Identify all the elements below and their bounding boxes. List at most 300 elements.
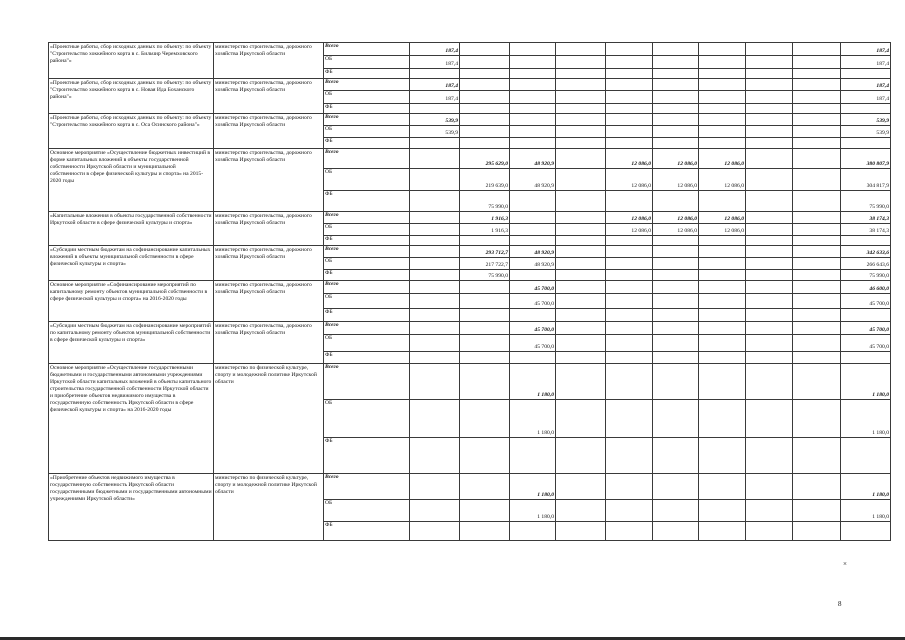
amount-cell xyxy=(556,522,606,541)
amount-cell xyxy=(410,352,460,364)
amount-cell xyxy=(510,438,556,474)
amount-cell xyxy=(699,352,746,364)
amount-cell xyxy=(510,79,556,91)
table-row xyxy=(49,474,891,500)
amount-cell xyxy=(793,294,841,309)
amount-cell xyxy=(653,270,699,281)
amount-cell xyxy=(410,191,460,212)
amount-cell xyxy=(606,335,653,352)
amount-cell: 75 990,0 xyxy=(460,191,510,212)
amount-cell xyxy=(606,43,653,56)
amount-cell xyxy=(556,352,606,364)
amount-cell xyxy=(653,104,699,114)
amount-cell xyxy=(460,335,510,352)
amount-cell xyxy=(793,126,841,138)
amount-cell xyxy=(606,114,653,126)
funding-source-cell: ФБ xyxy=(324,191,410,212)
table-row xyxy=(49,43,891,56)
amount-cell: 1 180,0 xyxy=(510,474,556,500)
table-row xyxy=(49,322,891,335)
amount-cell: 12 086,0 xyxy=(699,149,746,169)
amount-cell: 75 990,0 xyxy=(841,191,891,212)
amount-cell xyxy=(746,400,793,438)
amount-cell: 45 700,0 xyxy=(510,322,556,335)
amount-cell: 1 916,3 xyxy=(460,224,510,236)
amount-cell xyxy=(653,246,699,258)
amount-cell xyxy=(460,500,510,522)
amount-cell: 219 639,0 xyxy=(460,169,510,191)
amount-cell xyxy=(606,270,653,281)
amount-cell xyxy=(746,114,793,126)
amount-cell xyxy=(699,79,746,91)
amount-cell xyxy=(841,104,891,114)
amount-cell: 45 700,0 xyxy=(841,294,891,309)
amount-cell xyxy=(510,138,556,149)
amount-cell: 187,4 xyxy=(841,56,891,69)
amount-cell xyxy=(653,43,699,56)
amount-cell xyxy=(410,138,460,149)
amount-cell xyxy=(793,149,841,169)
amount-cell: 12 086,0 xyxy=(653,224,699,236)
amount-cell: 12 086,0 xyxy=(606,169,653,191)
amount-cell xyxy=(841,138,891,149)
amount-cell xyxy=(746,270,793,281)
amount-cell xyxy=(746,281,793,294)
amount-cell xyxy=(510,104,556,114)
amount-cell xyxy=(746,352,793,364)
amount-cell: 12 086,0 xyxy=(699,212,746,224)
amount-cell xyxy=(410,309,460,322)
amount-cell xyxy=(793,169,841,191)
amount-cell xyxy=(556,149,606,169)
amount-cell xyxy=(556,56,606,69)
amount-cell xyxy=(606,294,653,309)
amount-cell xyxy=(556,191,606,212)
amount-cell xyxy=(841,522,891,541)
amount-cell xyxy=(410,294,460,309)
amount-cell: 1 180,0 xyxy=(841,400,891,438)
amount-cell xyxy=(653,258,699,270)
executor-cell: министерство по физической культуре, спорту и молодежной политике Иркутской области xyxy=(214,474,324,541)
amount-cell xyxy=(460,104,510,114)
amount-cell xyxy=(746,69,793,79)
amount-cell xyxy=(746,191,793,212)
amount-cell xyxy=(653,335,699,352)
amount-cell: 187,4 xyxy=(410,56,460,69)
amount-cell xyxy=(746,322,793,335)
budget-table-body xyxy=(49,43,891,541)
amount-cell xyxy=(699,400,746,438)
amount-cell: 12 086,0 xyxy=(653,169,699,191)
measure-name-cell: «Проектные работы, сбор исходных данных по объекту: по объекту "Строительство хоккейного корта в с. Новая Ида Боханского района"» xyxy=(49,79,214,114)
amount-cell xyxy=(699,322,746,335)
amount-cell xyxy=(746,169,793,191)
funding-source-cell: Всего xyxy=(324,79,410,91)
amount-cell xyxy=(510,56,556,69)
funding-source-cell: Всего xyxy=(324,281,410,294)
amount-cell xyxy=(460,352,510,364)
amount-cell: 1 180,0 xyxy=(510,400,556,438)
amount-cell xyxy=(841,236,891,246)
amount-cell xyxy=(699,258,746,270)
amount-cell xyxy=(460,114,510,126)
amount-cell xyxy=(653,138,699,149)
amount-cell xyxy=(556,212,606,224)
amount-cell xyxy=(699,91,746,104)
amount-cell: 304 817,9 xyxy=(841,169,891,191)
amount-cell: 12 086,0 xyxy=(653,212,699,224)
amount-cell xyxy=(556,335,606,352)
amount-cell xyxy=(746,224,793,236)
amount-cell xyxy=(606,522,653,541)
funding-source-cell: ФБ xyxy=(324,104,410,114)
amount-cell xyxy=(410,400,460,438)
amount-cell xyxy=(746,309,793,322)
amount-cell xyxy=(699,309,746,322)
amount-cell: 48 920,9 xyxy=(510,258,556,270)
amount-cell xyxy=(606,474,653,500)
amount-cell xyxy=(410,169,460,191)
amount-cell xyxy=(606,281,653,294)
amount-cell xyxy=(460,79,510,91)
amount-cell xyxy=(653,126,699,138)
measure-name-cell: «Приобретение объектов недвижимого имущества в государственную собственность Иркутской области государственными бюджетными и государственными автономными учреждениями Иркутской области» xyxy=(49,474,214,541)
amount-cell xyxy=(746,104,793,114)
amount-cell xyxy=(653,400,699,438)
executor-cell: министерство строительства, дорожного хозяйства Иркутской области xyxy=(214,43,324,79)
amount-cell xyxy=(699,56,746,69)
amount-cell: 187,4 xyxy=(410,79,460,91)
funding-source-cell: ФБ xyxy=(324,438,410,474)
amount-cell xyxy=(556,43,606,56)
amount-cell xyxy=(793,309,841,322)
table-row xyxy=(49,364,891,400)
amount-cell xyxy=(556,270,606,281)
amount-cell xyxy=(460,309,510,322)
executor-cell: министерство строительства, дорожного хозяйства Иркутской области xyxy=(214,149,324,212)
amount-cell xyxy=(653,79,699,91)
amount-cell: 1 180,0 xyxy=(510,500,556,522)
amount-cell: 48 920,9 xyxy=(510,169,556,191)
amount-cell xyxy=(410,258,460,270)
amount-cell xyxy=(606,400,653,438)
amount-cell xyxy=(793,138,841,149)
amount-cell xyxy=(699,236,746,246)
amount-cell: 187,4 xyxy=(841,43,891,56)
amount-cell: 46 600,0 xyxy=(841,281,891,294)
amount-cell xyxy=(699,104,746,114)
amount-cell xyxy=(746,212,793,224)
amount-cell xyxy=(556,474,606,500)
amount-cell: 1 180,0 xyxy=(510,364,556,400)
amount-cell xyxy=(653,309,699,322)
executor-cell: министерство строительства, дорожного хозяйства Иркутской области xyxy=(214,79,324,114)
table-row xyxy=(49,281,891,294)
amount-cell xyxy=(746,294,793,309)
funding-source-cell: ОБ xyxy=(324,258,410,270)
amount-cell xyxy=(699,294,746,309)
amount-cell xyxy=(699,335,746,352)
amount-cell xyxy=(699,114,746,126)
amount-cell xyxy=(699,138,746,149)
funding-source-cell: ОБ xyxy=(324,500,410,522)
amount-cell xyxy=(606,138,653,149)
amount-cell xyxy=(746,56,793,69)
funding-source-cell: Всего xyxy=(324,149,410,169)
amount-cell xyxy=(699,69,746,79)
amount-cell xyxy=(793,258,841,270)
amount-cell xyxy=(410,335,460,352)
amount-cell: 12 086,0 xyxy=(699,169,746,191)
table-row xyxy=(49,246,891,258)
amount-cell xyxy=(653,322,699,335)
amount-cell xyxy=(460,43,510,56)
measure-name-cell: «Субсидии местным бюджетам на софинансирование капитальных вложений в объекты муниципальной собственности в сфере физической культуры и спорта» xyxy=(49,246,214,281)
amount-cell xyxy=(606,258,653,270)
amount-cell xyxy=(793,79,841,91)
funding-source-cell: ФБ xyxy=(324,236,410,246)
amount-cell: 187,4 xyxy=(410,91,460,104)
amount-cell: 45 700,0 xyxy=(841,335,891,352)
amount-cell xyxy=(460,56,510,69)
amount-cell xyxy=(793,114,841,126)
amount-cell xyxy=(410,500,460,522)
measure-name-cell: «Субсидии местным бюджетам на софинансирование мероприятий по капитальному ремонту объектов муниципальной собственности в сфере физической культуры и спорта» xyxy=(49,322,214,364)
amount-cell xyxy=(746,474,793,500)
amount-cell: 1 180,0 xyxy=(841,500,891,522)
funding-source-cell: ОБ xyxy=(324,294,410,309)
amount-cell xyxy=(460,474,510,500)
executor-cell: министерство по физической культуре, спорту и молодежной политике Иркутской области xyxy=(214,364,324,474)
amount-cell xyxy=(460,91,510,104)
amount-cell xyxy=(510,69,556,79)
amount-cell xyxy=(460,438,510,474)
amount-cell xyxy=(410,364,460,400)
budget-table xyxy=(48,42,891,541)
amount-cell xyxy=(556,126,606,138)
page-number: 8 xyxy=(838,600,842,608)
table-row xyxy=(49,114,891,126)
amount-cell xyxy=(606,79,653,91)
amount-cell: 217 722,7 xyxy=(460,258,510,270)
amount-cell xyxy=(699,191,746,212)
amount-cell xyxy=(699,500,746,522)
amount-cell xyxy=(793,438,841,474)
amount-cell xyxy=(556,104,606,114)
amount-cell xyxy=(699,364,746,400)
amount-cell xyxy=(793,352,841,364)
amount-cell xyxy=(653,191,699,212)
funding-source-cell: Всего xyxy=(324,474,410,500)
amount-cell xyxy=(460,364,510,400)
amount-cell xyxy=(699,522,746,541)
measure-name-cell: Основное мероприятие «Софинансирование мероприятий по капитальному ремонту объектов муниципальной собственности в сфере физической культуры и спорта» на 2016-2020 годы xyxy=(49,281,214,322)
funding-source-cell: ФБ xyxy=(324,309,410,322)
amount-cell xyxy=(793,56,841,69)
amount-cell xyxy=(460,69,510,79)
amount-cell xyxy=(793,364,841,400)
table-row xyxy=(49,212,891,224)
amount-cell xyxy=(699,474,746,500)
funding-source-cell: ФБ xyxy=(324,522,410,541)
table-row xyxy=(49,149,891,169)
amount-cell xyxy=(410,281,460,294)
funding-source-cell: ОБ xyxy=(324,335,410,352)
amount-cell xyxy=(556,224,606,236)
amount-cell xyxy=(606,56,653,69)
amount-cell xyxy=(606,364,653,400)
amount-cell xyxy=(653,352,699,364)
amount-cell xyxy=(699,246,746,258)
amount-cell xyxy=(793,212,841,224)
measure-name-cell: Основное мероприятие «Осуществление государственными бюджетными и государственными автономными учреждениями Иркутской области капитальных вложений в объекты капитального строительства государственной собственности Иркутской области и приобретение объектов недвижимого имущества в государственную собственность Иркутской области в сфере физической культуры и спорта» на 2016-2020 годы xyxy=(49,364,214,474)
amount-cell xyxy=(793,522,841,541)
amount-cell xyxy=(556,169,606,191)
funding-source-cell: ФБ xyxy=(324,352,410,364)
amount-cell xyxy=(556,364,606,400)
amount-cell xyxy=(841,69,891,79)
amount-cell xyxy=(653,114,699,126)
amount-cell xyxy=(699,270,746,281)
funding-source-cell: ОБ xyxy=(324,56,410,69)
amount-cell xyxy=(556,322,606,335)
amount-cell: 12 086,0 xyxy=(699,224,746,236)
amount-cell xyxy=(793,224,841,236)
amount-cell xyxy=(606,91,653,104)
amount-cell xyxy=(653,522,699,541)
funding-source-cell: ОБ xyxy=(324,91,410,104)
amount-cell: 539,9 xyxy=(410,126,460,138)
amount-cell xyxy=(410,522,460,541)
amount-cell xyxy=(746,500,793,522)
amount-cell: 12 086,0 xyxy=(653,149,699,169)
amount-cell xyxy=(510,212,556,224)
amount-cell xyxy=(653,281,699,294)
edge-mark: × xyxy=(843,560,847,568)
amount-cell xyxy=(510,224,556,236)
amount-cell xyxy=(410,212,460,224)
amount-cell xyxy=(410,236,460,246)
amount-cell xyxy=(556,138,606,149)
amount-cell xyxy=(699,43,746,56)
amount-cell xyxy=(793,400,841,438)
amount-cell xyxy=(460,322,510,335)
funding-source-cell: ФБ xyxy=(324,270,410,281)
funding-source-cell: ФБ xyxy=(324,138,410,149)
amount-cell xyxy=(556,400,606,438)
amount-cell: 539,9 xyxy=(410,114,460,126)
amount-cell xyxy=(793,474,841,500)
amount-cell xyxy=(793,322,841,335)
amount-cell: 38 174,3 xyxy=(841,212,891,224)
amount-cell xyxy=(556,438,606,474)
funding-source-cell: Всего xyxy=(324,212,410,224)
amount-cell xyxy=(510,309,556,322)
amount-cell xyxy=(410,270,460,281)
amount-cell xyxy=(699,281,746,294)
amount-cell: 187,4 xyxy=(841,91,891,104)
amount-cell xyxy=(793,236,841,246)
amount-cell: 342 633,6 xyxy=(841,246,891,258)
funding-source-cell: ОБ xyxy=(324,126,410,138)
amount-cell xyxy=(510,352,556,364)
amount-cell xyxy=(510,236,556,246)
amount-cell xyxy=(653,364,699,400)
amount-cell xyxy=(793,91,841,104)
amount-cell: 293 712,7 xyxy=(460,246,510,258)
amount-cell xyxy=(746,43,793,56)
amount-cell: 75 990,0 xyxy=(841,270,891,281)
amount-cell xyxy=(556,309,606,322)
amount-cell xyxy=(510,522,556,541)
funding-source-cell: ФБ xyxy=(324,69,410,79)
executor-cell: министерство строительства, дорожного хозяйства Иркутской области xyxy=(214,246,324,281)
amount-cell xyxy=(556,91,606,104)
amount-cell xyxy=(606,322,653,335)
amount-cell xyxy=(793,281,841,294)
amount-cell xyxy=(841,438,891,474)
amount-cell: 1 180,0 xyxy=(841,364,891,400)
amount-cell xyxy=(410,224,460,236)
amount-cell xyxy=(556,281,606,294)
amount-cell xyxy=(410,474,460,500)
amount-cell: 1 180,0 xyxy=(841,474,891,500)
amount-cell: 48 920,9 xyxy=(510,149,556,169)
amount-cell: 187,4 xyxy=(410,43,460,56)
amount-cell xyxy=(653,91,699,104)
amount-cell: 45 700,0 xyxy=(510,335,556,352)
funding-source-cell: ОБ xyxy=(324,169,410,191)
amount-cell xyxy=(841,352,891,364)
amount-cell xyxy=(606,309,653,322)
amount-cell: 38 174,3 xyxy=(841,224,891,236)
amount-cell xyxy=(793,104,841,114)
executor-cell: министерство строительства, дорожного хозяйства Иркутской области xyxy=(214,212,324,246)
amount-cell xyxy=(510,91,556,104)
executor-cell: министерство строительства, дорожного хозяйства Иркутской области xyxy=(214,114,324,149)
amount-cell xyxy=(410,322,460,335)
executor-cell: министерство строительства, дорожного хозяйства Иркутской области xyxy=(214,281,324,322)
amount-cell: 48 920,9 xyxy=(510,246,556,258)
amount-cell xyxy=(653,236,699,246)
amount-cell: 1 916,3 xyxy=(460,212,510,224)
amount-cell xyxy=(460,126,510,138)
amount-cell xyxy=(460,236,510,246)
amount-cell: 187,4 xyxy=(841,79,891,91)
amount-cell xyxy=(793,500,841,522)
amount-cell xyxy=(653,438,699,474)
measure-name-cell: «Капитальные вложения в объекты государственной собственности Иркутской области в сфере физической культуры и спорта» xyxy=(49,212,214,246)
amount-cell: 45 700,0 xyxy=(841,322,891,335)
table-row xyxy=(49,79,891,91)
amount-cell xyxy=(841,309,891,322)
amount-cell xyxy=(653,294,699,309)
amount-cell xyxy=(556,258,606,270)
funding-source-cell: ОБ xyxy=(324,224,410,236)
amount-cell xyxy=(746,438,793,474)
amount-cell xyxy=(510,191,556,212)
amount-cell: 12 086,0 xyxy=(606,212,653,224)
funding-source-cell: Всего xyxy=(324,322,410,335)
amount-cell xyxy=(510,114,556,126)
amount-cell xyxy=(793,270,841,281)
amount-cell xyxy=(653,56,699,69)
amount-cell xyxy=(746,364,793,400)
amount-cell xyxy=(699,126,746,138)
amount-cell xyxy=(606,236,653,246)
amount-cell xyxy=(606,500,653,522)
amount-cell xyxy=(556,500,606,522)
